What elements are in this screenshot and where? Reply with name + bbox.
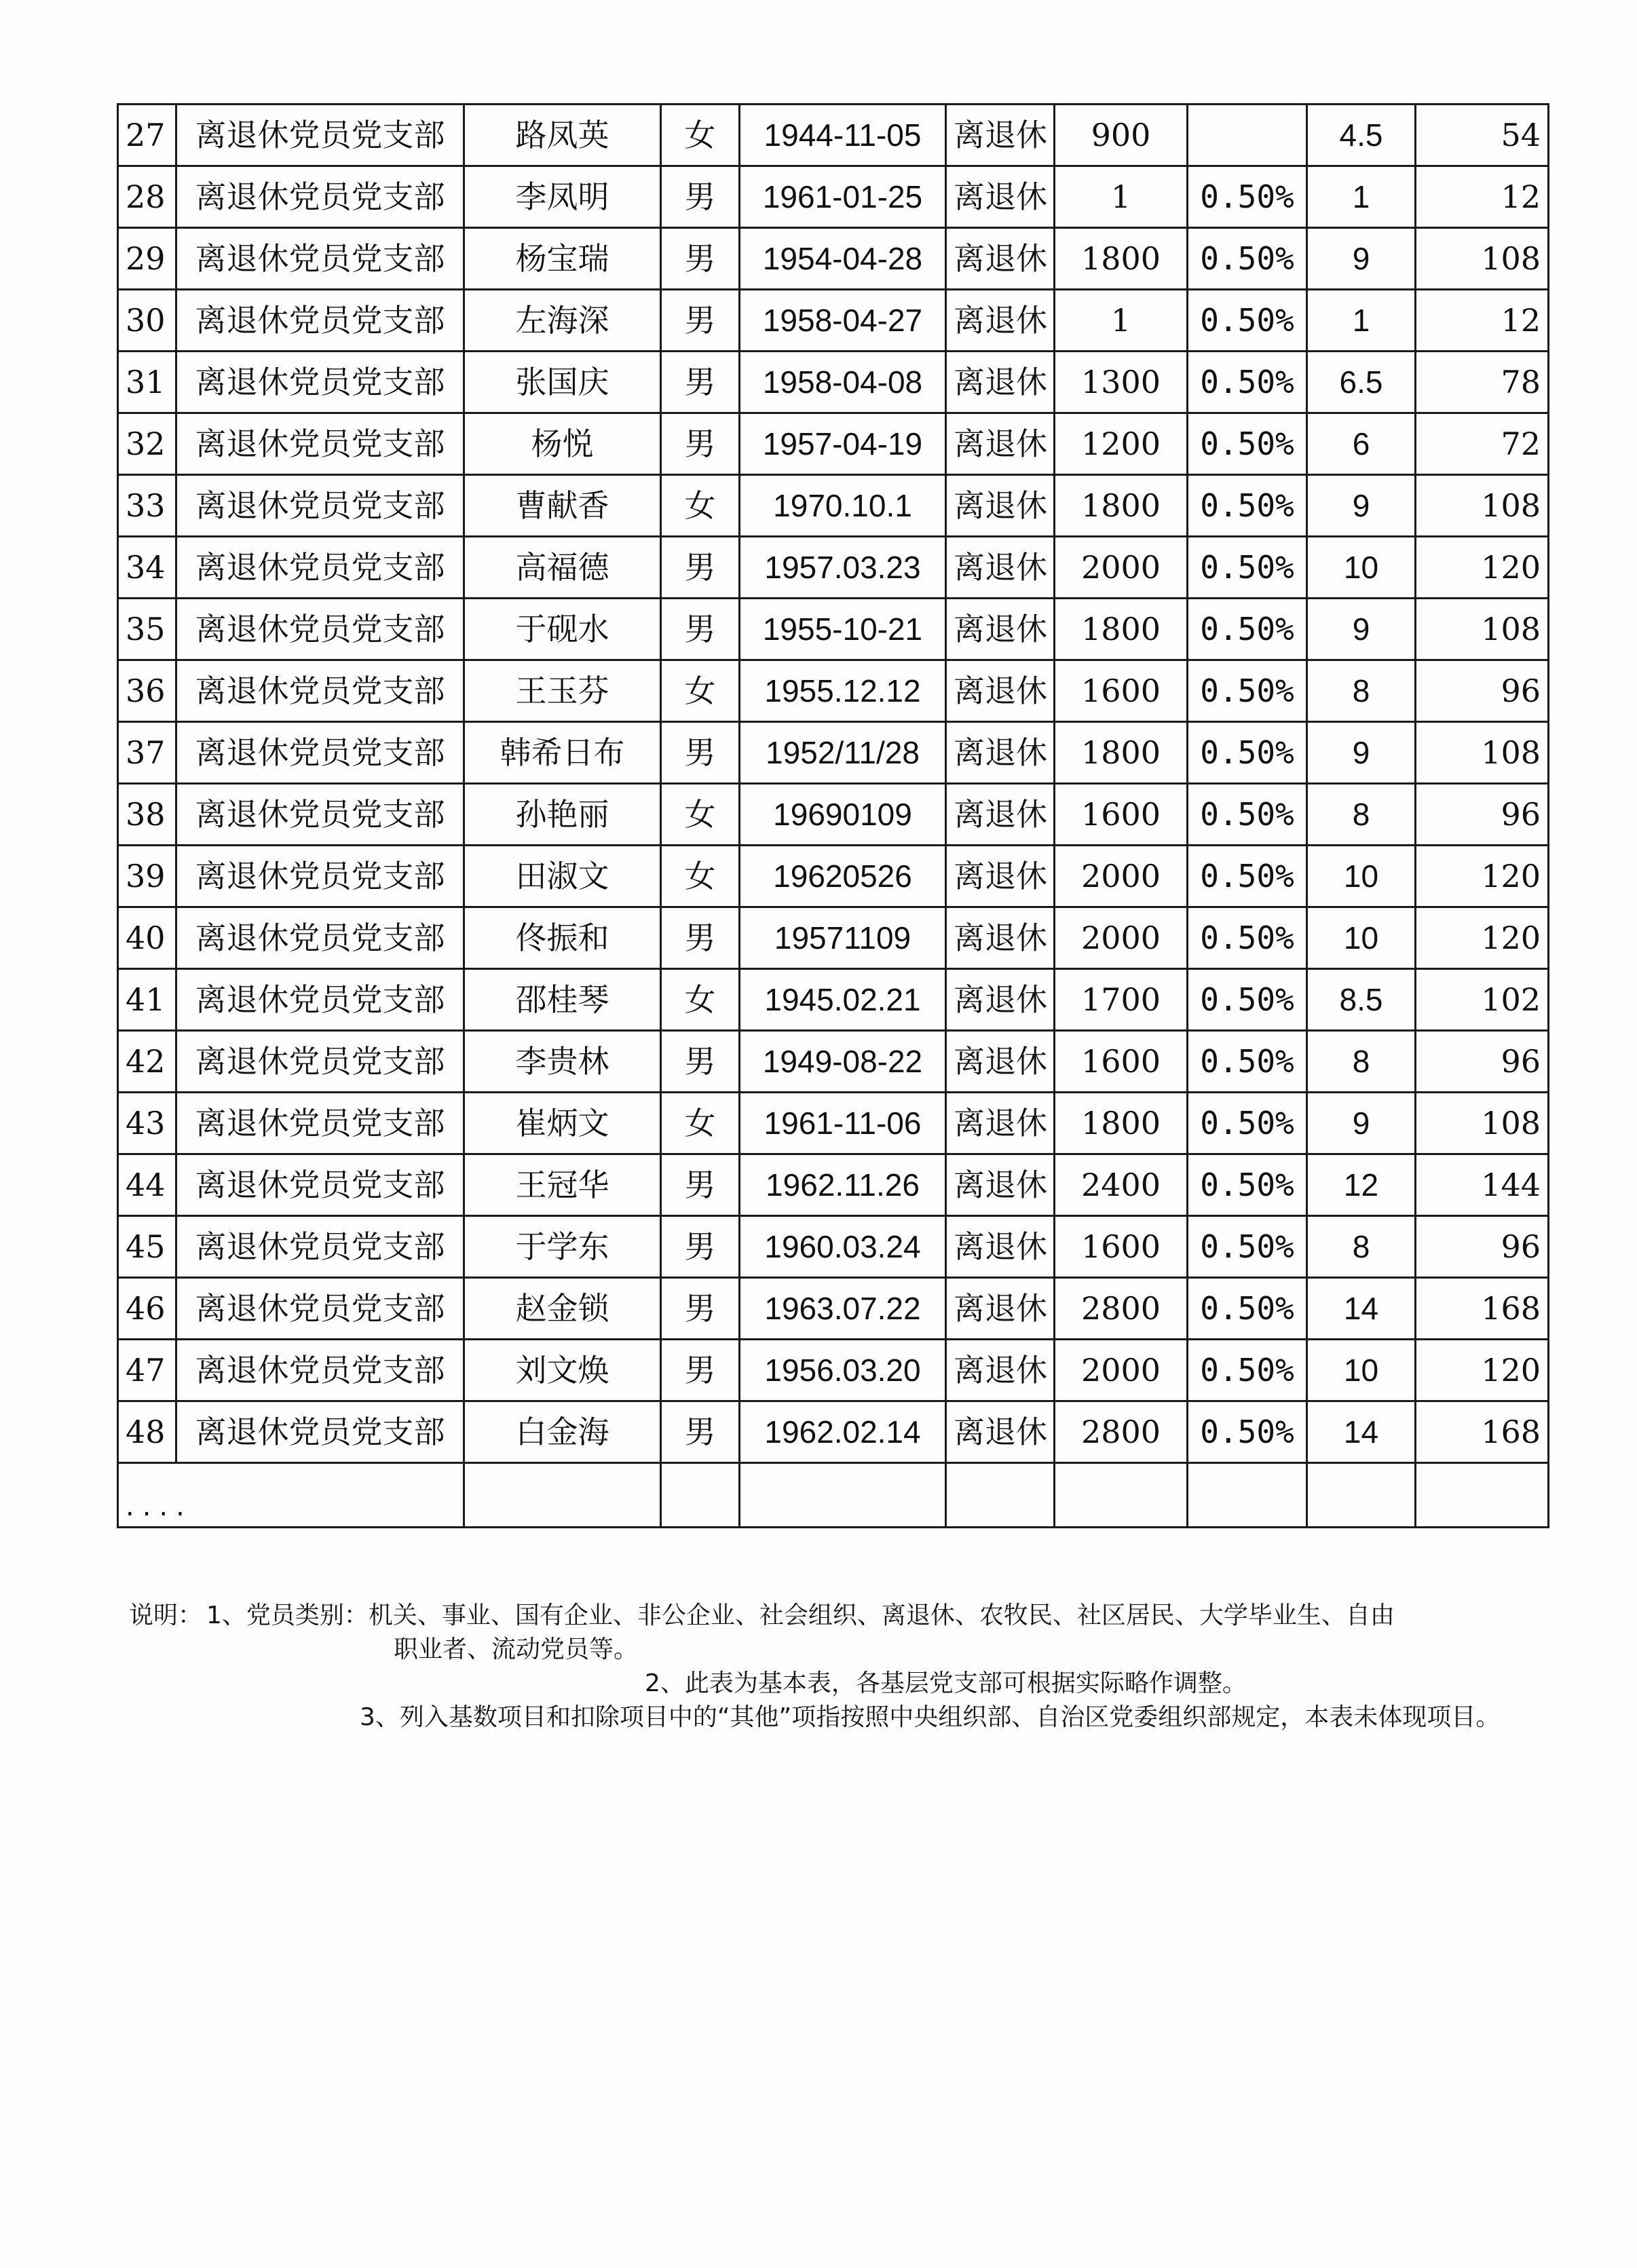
branch-cell: 离退休党员党支部	[176, 352, 464, 413]
name-cell: 李凤明	[464, 166, 661, 228]
rate-cell: 0.50%	[1188, 1093, 1307, 1154]
gender-cell: 男	[661, 907, 740, 969]
table-row	[118, 1340, 1549, 1401]
table-row	[118, 352, 1549, 413]
row-number-cell: 48	[118, 1401, 176, 1463]
annual-dues-cell: 120	[1416, 846, 1549, 907]
gender-cell: 男	[661, 1340, 740, 1401]
gender-cell: 男	[661, 1216, 740, 1278]
empty-cell	[1055, 1463, 1188, 1528]
branch-cell: 离退休党员党支部	[176, 1401, 464, 1463]
rate-cell: 0.50%	[1188, 290, 1307, 352]
rate-cell: 0.50%	[1188, 537, 1307, 599]
category-cell: 离退休	[946, 166, 1055, 228]
name-cell: 左海深	[464, 290, 661, 352]
category-cell: 离退休	[946, 969, 1055, 1031]
branch-cell: 离退休党员党支部	[176, 784, 464, 846]
name-cell: 杨宝瑞	[464, 228, 661, 290]
rate-cell: 0.50%	[1188, 475, 1307, 537]
table-body	[118, 105, 1549, 1528]
row-number-cell: 36	[118, 660, 176, 722]
row-number-cell: 45	[118, 1216, 176, 1278]
table-row	[118, 1401, 1549, 1463]
branch-cell: 离退休党员党支部	[176, 413, 464, 475]
table-row	[118, 969, 1549, 1031]
base-amount-cell: 1700	[1055, 969, 1188, 1031]
branch-cell: 离退休党员党支部	[176, 105, 464, 166]
branch-cell: 离退休党员党支部	[176, 1340, 464, 1401]
branch-cell: 离退休党员党支部	[176, 1154, 464, 1216]
monthly-dues-cell: 14	[1307, 1278, 1416, 1340]
rate-cell: 0.50%	[1188, 1154, 1307, 1216]
branch-cell: 离退休党员党支部	[176, 1278, 464, 1340]
monthly-dues-cell: 10	[1307, 846, 1416, 907]
birth-date-cell: 1961-01-25	[740, 166, 946, 228]
birth-date-cell: 1958-04-27	[740, 290, 946, 352]
category-cell: 离退休	[946, 846, 1055, 907]
monthly-dues-cell: 8.5	[1307, 969, 1416, 1031]
table-row	[118, 784, 1549, 846]
table-row	[118, 846, 1549, 907]
annual-dues-cell: 102	[1416, 969, 1549, 1031]
branch-cell: 离退休党员党支部	[176, 1031, 464, 1093]
name-cell: 王玉芬	[464, 660, 661, 722]
row-number-cell: 46	[118, 1278, 176, 1340]
category-cell: 离退休	[946, 290, 1055, 352]
category-cell: 离退休	[946, 660, 1055, 722]
branch-cell: 离退休党员党支部	[176, 969, 464, 1031]
monthly-dues-cell: 8	[1307, 660, 1416, 722]
gender-cell: 女	[661, 105, 740, 166]
gender-cell: 男	[661, 1278, 740, 1340]
table-row	[118, 1031, 1549, 1093]
row-number-cell: 29	[118, 228, 176, 290]
category-cell: 离退休	[946, 413, 1055, 475]
birth-date-cell: 1956.03.20	[740, 1340, 946, 1401]
category-cell: 离退休	[946, 475, 1055, 537]
rate-cell: 0.50%	[1188, 1401, 1307, 1463]
rate-cell: 0.50%	[1188, 352, 1307, 413]
branch-cell: 离退休党员党支部	[176, 537, 464, 599]
monthly-dues-cell: 6.5	[1307, 352, 1416, 413]
row-number-cell: 35	[118, 599, 176, 660]
table-row	[118, 722, 1549, 784]
birth-date-cell: 1954-04-28	[740, 228, 946, 290]
birth-date-cell: 1945.02.21	[740, 969, 946, 1031]
row-number-cell: 28	[118, 166, 176, 228]
branch-cell: 离退休党员党支部	[176, 166, 464, 228]
gender-cell: 男	[661, 290, 740, 352]
table-row	[118, 537, 1549, 599]
gender-cell: 男	[661, 722, 740, 784]
birth-date-cell: 1955-10-21	[740, 599, 946, 660]
row-number-cell: 34	[118, 537, 176, 599]
monthly-dues-cell: 8	[1307, 784, 1416, 846]
table-row	[118, 105, 1549, 166]
birth-date-cell: 1960.03.24	[740, 1216, 946, 1278]
monthly-dues-cell: 10	[1307, 907, 1416, 969]
annual-dues-cell: 12	[1416, 290, 1549, 352]
category-cell: 离退休	[946, 1154, 1055, 1216]
base-amount-cell: 2000	[1055, 537, 1188, 599]
monthly-dues-cell: 4.5	[1307, 105, 1416, 166]
row-number-cell: 38	[118, 784, 176, 846]
table-row-ellipsis	[118, 1463, 1549, 1528]
annual-dues-cell: 120	[1416, 537, 1549, 599]
annual-dues-cell: 96	[1416, 784, 1549, 846]
empty-cell	[946, 1463, 1055, 1528]
monthly-dues-cell: 1	[1307, 166, 1416, 228]
base-amount-cell: 1600	[1055, 1031, 1188, 1093]
annual-dues-cell: 108	[1416, 722, 1549, 784]
branch-cell: 离退休党员党支部	[176, 722, 464, 784]
name-cell: 高福德	[464, 537, 661, 599]
category-cell: 离退休	[946, 1278, 1055, 1340]
category-cell: 离退休	[946, 1340, 1055, 1401]
gender-cell: 女	[661, 846, 740, 907]
category-cell: 离退休	[946, 1031, 1055, 1093]
gender-cell: 女	[661, 475, 740, 537]
table-row	[118, 228, 1549, 290]
table-row	[118, 475, 1549, 537]
rate-cell: 0.50%	[1188, 413, 1307, 475]
annual-dues-cell: 120	[1416, 907, 1549, 969]
name-cell: 刘文焕	[464, 1340, 661, 1401]
base-amount-cell: 2000	[1055, 1340, 1188, 1401]
base-amount-cell: 1800	[1055, 1093, 1188, 1154]
row-number-cell: 31	[118, 352, 176, 413]
name-cell: 于学东	[464, 1216, 661, 1278]
note-line-3: 2、此表为基本表，各基层党支部可根据实际略作调整。	[645, 1669, 1247, 1697]
gender-cell: 男	[661, 599, 740, 660]
row-number-cell: 43	[118, 1093, 176, 1154]
gender-cell: 女	[661, 660, 740, 722]
annual-dues-cell: 96	[1416, 1031, 1549, 1093]
row-number-cell: 41	[118, 969, 176, 1031]
rate-cell: 0.50%	[1188, 1340, 1307, 1401]
monthly-dues-cell: 12	[1307, 1154, 1416, 1216]
birth-date-cell: 1955.12.12	[740, 660, 946, 722]
base-amount-cell: 1	[1055, 290, 1188, 352]
base-amount-cell: 1800	[1055, 475, 1188, 537]
category-cell: 离退休	[946, 1216, 1055, 1278]
rate-cell: 0.50%	[1188, 1278, 1307, 1340]
base-amount-cell: 1600	[1055, 784, 1188, 846]
monthly-dues-cell: 9	[1307, 599, 1416, 660]
row-number-cell: 40	[118, 907, 176, 969]
table-row	[118, 290, 1549, 352]
birth-date-cell: 1961-11-06	[740, 1093, 946, 1154]
gender-cell: 男	[661, 1154, 740, 1216]
gender-cell: 男	[661, 413, 740, 475]
category-cell: 离退休	[946, 228, 1055, 290]
name-cell: 邵桂琴	[464, 969, 661, 1031]
note-line-4: 3、列入基数项目和扣除项目中的“其他”项指按照中央组织部、自治区党委组织部规定，本表未体现项目。	[360, 1703, 1501, 1731]
category-cell: 离退休	[946, 1401, 1055, 1463]
ellipsis-text: ....	[126, 1491, 193, 1522]
annual-dues-cell: 96	[1416, 660, 1549, 722]
monthly-dues-cell: 8	[1307, 1031, 1416, 1093]
base-amount-cell: 2000	[1055, 846, 1188, 907]
note-text-1: 1、党员类别：机关、事业、国有企业、非公企业、社会组织、离退休、农牧民、社区居民、大学毕业生、自由	[206, 1602, 1395, 1629]
branch-cell: 离退休党员党支部	[176, 290, 464, 352]
name-cell: 赵金锁	[464, 1278, 661, 1340]
monthly-dues-cell: 6	[1307, 413, 1416, 475]
name-cell: 张国庆	[464, 352, 661, 413]
category-cell: 离退休	[946, 599, 1055, 660]
notes-block	[129, 1599, 1554, 1735]
annual-dues-cell: 144	[1416, 1154, 1549, 1216]
row-number-cell: 27	[118, 105, 176, 166]
birth-date-cell: 1957-04-19	[740, 413, 946, 475]
gender-cell: 男	[661, 166, 740, 228]
name-cell: 韩希日布	[464, 722, 661, 784]
gender-cell: 男	[661, 1401, 740, 1463]
monthly-dues-cell: 14	[1307, 1401, 1416, 1463]
rate-cell: 0.50%	[1188, 1216, 1307, 1278]
table-row	[118, 1154, 1549, 1216]
monthly-dues-cell: 9	[1307, 722, 1416, 784]
annual-dues-cell: 120	[1416, 1340, 1549, 1401]
category-cell: 离退休	[946, 784, 1055, 846]
branch-cell: 离退休党员党支部	[176, 660, 464, 722]
birth-date-cell: 19571109	[740, 907, 946, 969]
base-amount-cell: 900	[1055, 105, 1188, 166]
row-number-cell: 42	[118, 1031, 176, 1093]
annual-dues-cell: 108	[1416, 599, 1549, 660]
row-number-cell: 37	[118, 722, 176, 784]
birth-date-cell: 1949-08-22	[740, 1031, 946, 1093]
rate-cell: 0.50%	[1188, 166, 1307, 228]
branch-cell: 离退休党员党支部	[176, 1216, 464, 1278]
monthly-dues-cell: 9	[1307, 1093, 1416, 1154]
branch-cell: 离退休党员党支部	[176, 1093, 464, 1154]
name-cell: 王冠华	[464, 1154, 661, 1216]
annual-dues-cell: 168	[1416, 1278, 1549, 1340]
base-amount-cell: 1600	[1055, 1216, 1188, 1278]
row-number-cell: 33	[118, 475, 176, 537]
branch-cell: 离退休党员党支部	[176, 228, 464, 290]
name-cell: 孙艳丽	[464, 784, 661, 846]
empty-cell	[661, 1463, 740, 1528]
gender-cell: 男	[661, 537, 740, 599]
empty-cell	[1307, 1463, 1416, 1528]
gender-cell: 女	[661, 969, 740, 1031]
rate-cell: 0.50%	[1188, 907, 1307, 969]
monthly-dues-cell: 9	[1307, 228, 1416, 290]
base-amount-cell: 1200	[1055, 413, 1188, 475]
monthly-dues-cell: 10	[1307, 1340, 1416, 1401]
note-prefix: 说明：	[129, 1602, 203, 1629]
base-amount-cell: 1800	[1055, 599, 1188, 660]
monthly-dues-cell: 9	[1307, 475, 1416, 537]
rate-cell: 0.50%	[1188, 1031, 1307, 1093]
empty-cell	[740, 1463, 946, 1528]
row-number-cell: 30	[118, 290, 176, 352]
gender-cell: 男	[661, 228, 740, 290]
base-amount-cell: 1600	[1055, 660, 1188, 722]
rate-cell: 0.50%	[1188, 784, 1307, 846]
category-cell: 离退休	[946, 907, 1055, 969]
birth-date-cell: 1952/11/28	[740, 722, 946, 784]
gender-cell: 男	[661, 1031, 740, 1093]
branch-cell: 离退休党员党支部	[176, 846, 464, 907]
rate-cell: 0.50%	[1188, 969, 1307, 1031]
row-number-cell: 47	[118, 1340, 176, 1401]
rate-cell: 0.50%	[1188, 599, 1307, 660]
birth-date-cell: 19620526	[740, 846, 946, 907]
table-row	[118, 166, 1549, 228]
empty-cell	[464, 1463, 661, 1528]
category-cell: 离退休	[946, 105, 1055, 166]
gender-cell: 男	[661, 352, 740, 413]
birth-date-cell: 1962.02.14	[740, 1401, 946, 1463]
category-cell: 离退休	[946, 722, 1055, 784]
name-cell: 崔炳文	[464, 1093, 661, 1154]
annual-dues-cell: 78	[1416, 352, 1549, 413]
birth-date-cell: 1962.11.26	[740, 1154, 946, 1216]
table-row	[118, 599, 1549, 660]
annual-dues-cell: 108	[1416, 475, 1549, 537]
birth-date-cell: 19690109	[740, 784, 946, 846]
birth-date-cell: 1970.10.1	[740, 475, 946, 537]
name-cell: 杨悦	[464, 413, 661, 475]
base-amount-cell: 1800	[1055, 722, 1188, 784]
gender-cell: 女	[661, 1093, 740, 1154]
table-row	[118, 660, 1549, 722]
base-amount-cell: 1800	[1055, 228, 1188, 290]
note-line-1	[129, 1599, 1554, 1633]
name-cell: 李贵林	[464, 1031, 661, 1093]
category-cell: 离退休	[946, 1093, 1055, 1154]
annual-dues-cell: 12	[1416, 166, 1549, 228]
ellipsis-cell	[118, 1463, 464, 1528]
row-number-cell: 39	[118, 846, 176, 907]
rate-cell: 0.50%	[1188, 846, 1307, 907]
birth-date-cell: 1958-04-08	[740, 352, 946, 413]
base-amount-cell: 1300	[1055, 352, 1188, 413]
name-cell: 白金海	[464, 1401, 661, 1463]
empty-cell	[1188, 1463, 1307, 1528]
table-row	[118, 1278, 1549, 1340]
monthly-dues-cell: 10	[1307, 537, 1416, 599]
rate-cell: 0.50%	[1188, 228, 1307, 290]
dues-table	[117, 103, 1549, 1528]
rate-cell	[1188, 105, 1307, 166]
base-amount-cell: 2800	[1055, 1278, 1188, 1340]
monthly-dues-cell: 1	[1307, 290, 1416, 352]
name-cell: 路凤英	[464, 105, 661, 166]
table-row	[118, 1093, 1549, 1154]
rate-cell: 0.50%	[1188, 660, 1307, 722]
branch-cell: 离退休党员党支部	[176, 475, 464, 537]
base-amount-cell: 2400	[1055, 1154, 1188, 1216]
name-cell: 于砚水	[464, 599, 661, 660]
name-cell: 曹献香	[464, 475, 661, 537]
name-cell: 佟振和	[464, 907, 661, 969]
birth-date-cell: 1957.03.23	[740, 537, 946, 599]
annual-dues-cell: 108	[1416, 228, 1549, 290]
row-number-cell: 44	[118, 1154, 176, 1216]
name-cell: 田淑文	[464, 846, 661, 907]
birth-date-cell: 1963.07.22	[740, 1278, 946, 1340]
branch-cell: 离退休党员党支部	[176, 599, 464, 660]
category-cell: 离退休	[946, 537, 1055, 599]
category-cell: 离退休	[946, 352, 1055, 413]
empty-cell	[1416, 1463, 1549, 1528]
annual-dues-cell: 168	[1416, 1401, 1549, 1463]
table-row	[118, 1216, 1549, 1278]
annual-dues-cell: 108	[1416, 1093, 1549, 1154]
branch-cell: 离退休党员党支部	[176, 907, 464, 969]
base-amount-cell: 1	[1055, 166, 1188, 228]
rate-cell: 0.50%	[1188, 722, 1307, 784]
base-amount-cell: 2000	[1055, 907, 1188, 969]
table-row	[118, 413, 1549, 475]
note-line-2: 职业者、流动党员等。	[394, 1636, 639, 1663]
annual-dues-cell: 96	[1416, 1216, 1549, 1278]
annual-dues-cell: 72	[1416, 413, 1549, 475]
monthly-dues-cell: 8	[1307, 1216, 1416, 1278]
base-amount-cell: 2800	[1055, 1401, 1188, 1463]
table-row	[118, 907, 1549, 969]
row-number-cell: 32	[118, 413, 176, 475]
birth-date-cell: 1944-11-05	[740, 105, 946, 166]
annual-dues-cell: 54	[1416, 105, 1549, 166]
gender-cell: 女	[661, 784, 740, 846]
